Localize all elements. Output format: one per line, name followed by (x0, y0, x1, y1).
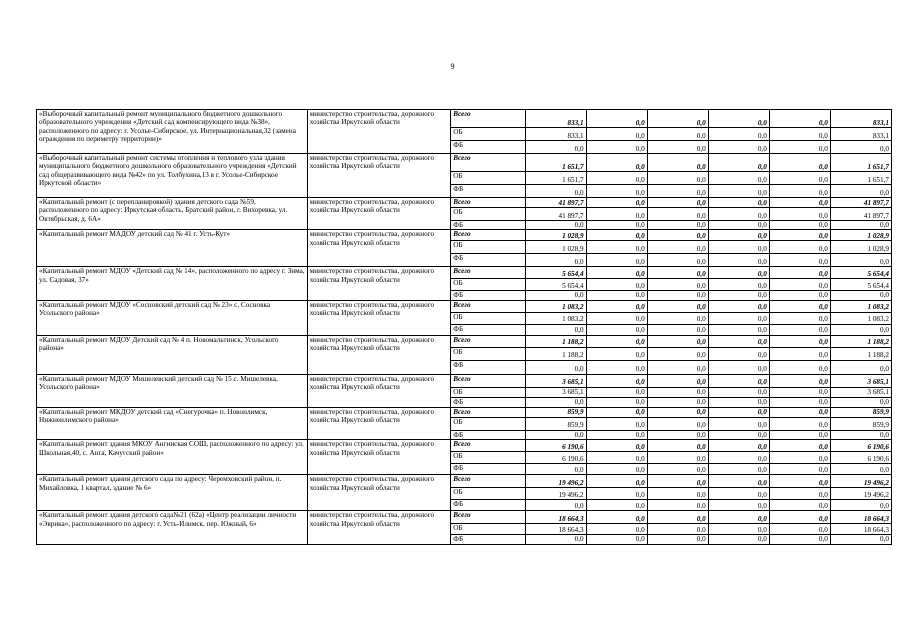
amount-cell: 0,0 (586, 524, 647, 535)
amount-cell: 0,0 (830, 185, 891, 198)
amount-cell: 0,0 (586, 407, 647, 417)
funding-source-cell: ОБ (451, 172, 525, 185)
amount-cell: 1 188,2 (830, 335, 891, 347)
amount-cell: 0,0 (708, 500, 769, 511)
amount-cell: 0,0 (647, 387, 708, 397)
amount-cell: 0,0 (586, 128, 647, 141)
funding-source-cell: ОБ (451, 524, 525, 535)
funding-source-cell: ОБ (451, 279, 525, 291)
amount-cell: 0,0 (769, 440, 830, 452)
funding-source-cell: ОБ (451, 452, 525, 464)
responsible-cell: министерство строительства, дорожного хозяйства Иркутской области (307, 335, 451, 374)
amount-cell: 0,0 (586, 535, 647, 544)
amount-cell: 0,0 (830, 397, 891, 407)
amount-cell: 0,0 (830, 141, 891, 154)
amount-cell: 5 654,4 (525, 279, 586, 291)
funding-source-cell: ФБ (451, 324, 525, 335)
object-name-cell: «Капитальный ремонт МКДОУ детский сад «Снегурочка» п. Новонлимск, Нижнеилимского района» (37, 407, 308, 439)
amount-cell: 0,0 (586, 208, 647, 221)
amount-cell: 0,0 (769, 185, 830, 198)
amount-cell: 1 188,2 (525, 347, 586, 360)
amount-cell: 0,0 (586, 154, 647, 172)
amount-cell: 0,0 (769, 524, 830, 535)
amount-cell: 0,0 (708, 324, 769, 335)
amount-cell: 3 685,1 (830, 387, 891, 397)
amount-cell: 0,0 (586, 335, 647, 347)
amount-cell: 0,0 (586, 279, 647, 291)
amount-cell: 19 496,2 (525, 475, 586, 488)
amount-cell: 0,0 (769, 198, 830, 208)
amount-cell: 0,0 (708, 141, 769, 154)
amount-cell: 0,0 (647, 279, 708, 291)
funding-source-cell: ФБ (451, 464, 525, 475)
amount-cell: 0,0 (586, 452, 647, 464)
amount-cell: 0,0 (769, 407, 830, 417)
amount-cell: 0,0 (769, 475, 830, 488)
amount-cell: 0,0 (586, 230, 647, 241)
object-name-cell: «Капитальный ремонт (с перепланировкой) здания детского сада №59, расположенного по адресу: Иркутская область, Братский район, г. Вихоревка, ул. Октябрьская, д. 6А» (37, 198, 308, 230)
amount-cell: 0,0 (647, 417, 708, 430)
amount-cell: 0,0 (525, 291, 586, 300)
table-row (37, 407, 892, 417)
amount-cell: 0,0 (586, 440, 647, 452)
funding-source-cell: Всего (451, 110, 525, 128)
amount-cell: 0,0 (769, 208, 830, 221)
amount-cell: 0,0 (708, 110, 769, 128)
amount-cell: 5 654,4 (830, 267, 891, 279)
amount-cell: 0,0 (708, 360, 769, 374)
amount-cell: 1 028,9 (525, 230, 586, 241)
amount-cell: 0,0 (647, 430, 708, 439)
amount-cell: 18 664,3 (525, 524, 586, 535)
amount-cell: 0,0 (586, 110, 647, 128)
table-row (37, 198, 892, 208)
amount-cell: 0,0 (525, 464, 586, 475)
funding-source-cell: ФБ (451, 535, 525, 544)
responsible-cell: министерство строительства, дорожного хозяйства Иркутской области (307, 230, 451, 267)
amount-cell: 0,0 (647, 208, 708, 221)
amount-cell: 0,0 (708, 300, 769, 312)
amount-cell: 0,0 (586, 387, 647, 397)
amount-cell: 0,0 (647, 198, 708, 208)
amount-cell: 0,0 (586, 464, 647, 475)
funding-source-cell: ФБ (451, 141, 525, 154)
amount-cell: 0,0 (830, 360, 891, 374)
amount-cell: 0,0 (586, 267, 647, 279)
amount-cell: 0,0 (647, 397, 708, 407)
amount-cell: 0,0 (708, 511, 769, 524)
amount-cell: 0,0 (647, 524, 708, 535)
object-name-cell: «Капитальный ремонт МАДОУ детский сад № 41 г. Усть-Кут» (37, 230, 308, 267)
amount-cell: 0,0 (769, 500, 830, 511)
amount-cell: 0,0 (647, 300, 708, 312)
amount-cell: 0,0 (708, 279, 769, 291)
funding-source-cell: ФБ (451, 500, 525, 511)
amount-cell: 0,0 (647, 324, 708, 335)
amount-cell: 0,0 (525, 185, 586, 198)
amount-cell: 0,0 (647, 500, 708, 511)
amount-cell: 0,0 (769, 452, 830, 464)
amount-cell: 0,0 (708, 387, 769, 397)
amount-cell: 0,0 (769, 254, 830, 267)
amount-cell: 0,0 (647, 535, 708, 544)
amount-cell: 0,0 (708, 440, 769, 452)
amount-cell: 0,0 (769, 279, 830, 291)
amount-cell: 0,0 (647, 475, 708, 488)
amount-cell: 41 897,7 (525, 198, 586, 208)
amount-cell: 0,0 (525, 397, 586, 407)
amount-cell: 0,0 (769, 128, 830, 141)
funding-source-cell: Всего (451, 440, 525, 452)
amount-cell: 0,0 (586, 185, 647, 198)
amount-cell: 0,0 (708, 241, 769, 254)
amount-cell: 1 188,2 (830, 347, 891, 360)
table-row (37, 374, 892, 387)
amount-cell: 0,0 (708, 185, 769, 198)
amount-cell: 3 685,1 (830, 374, 891, 387)
amount-cell: 0,0 (586, 417, 647, 430)
amount-cell: 1 028,9 (830, 241, 891, 254)
responsible-cell: министерство строительства, дорожного хозяйства Иркутской области (307, 511, 451, 544)
amount-cell: 0,0 (830, 221, 891, 230)
page-number: 9 (450, 62, 455, 71)
table-row (37, 440, 892, 452)
funding-source-cell: ФБ (451, 360, 525, 374)
amount-cell: 0,0 (769, 347, 830, 360)
amount-cell: 41 897,7 (830, 208, 891, 221)
amount-cell: 1 083,2 (525, 300, 586, 312)
amount-cell: 0,0 (708, 475, 769, 488)
amount-cell: 18 664,3 (830, 511, 891, 524)
responsible-cell: министерство строительства, дорожного хозяйства Иркутской области (307, 154, 451, 198)
funding-source-cell: ФБ (451, 254, 525, 267)
amount-cell: 18 664,3 (525, 511, 586, 524)
amount-cell: 0,0 (708, 172, 769, 185)
funding-source-cell: ОБ (451, 347, 525, 360)
amount-cell: 0,0 (647, 172, 708, 185)
amount-cell: 0,0 (769, 511, 830, 524)
funding-source-cell: Всего (451, 300, 525, 312)
amount-cell: 19 496,2 (830, 488, 891, 500)
amount-cell: 0,0 (708, 397, 769, 407)
responsible-cell: министерство строительства, дорожного хозяйства Иркутской области (307, 198, 451, 230)
amount-cell: 0,0 (769, 267, 830, 279)
amount-cell: 0,0 (647, 511, 708, 524)
object-name-cell: «Выборочный капитальный ремонт системы отопления и теплового узла здания муниципального бюджетного дошкольного образовательного учреждения «Детский сад общеразвивающего вида №42» по ул. Толбухина,13 в г. Усолье-Сибирское Иркутской области» (37, 154, 308, 198)
amount-cell: 833,1 (830, 128, 891, 141)
amount-cell: 0,0 (647, 230, 708, 241)
amount-cell: 1 651,7 (525, 172, 586, 185)
amount-cell: 0,0 (525, 430, 586, 439)
amount-cell: 3 685,1 (525, 387, 586, 397)
amount-cell: 0,0 (647, 291, 708, 300)
object-name-cell: «Капитальный ремонт МДОУ Мишелевский детский сад № 15 с. Мишелевка, Усольского района» (37, 374, 308, 407)
amount-cell: 0,0 (769, 300, 830, 312)
amount-cell: 859,9 (830, 407, 891, 417)
funding-source-cell: ОБ (451, 387, 525, 397)
amount-cell: 0,0 (586, 198, 647, 208)
amount-cell: 0,0 (830, 324, 891, 335)
amount-cell: 833,1 (525, 110, 586, 128)
object-name-cell: «Капитальный ремонт здания МКОУ Ангинская СОШ, расположенного по адресу: ул. Школьная,40, с. Анга, Качугский район» (37, 440, 308, 475)
amount-cell: 1 651,7 (525, 154, 586, 172)
amount-cell: 0,0 (525, 360, 586, 374)
amount-cell: 0,0 (769, 110, 830, 128)
amount-cell: 0,0 (586, 324, 647, 335)
amount-cell: 0,0 (708, 464, 769, 475)
amount-cell: 0,0 (708, 535, 769, 544)
funding-source-cell: Всего (451, 374, 525, 387)
amount-cell: 1 083,2 (830, 300, 891, 312)
amount-cell: 6 190,6 (525, 440, 586, 452)
responsible-cell: министерство строительства, дорожного хозяйства Иркутской области (307, 300, 451, 335)
amount-cell: 0,0 (769, 430, 830, 439)
amount-cell: 0,0 (647, 440, 708, 452)
amount-cell: 0,0 (708, 312, 769, 324)
funding-source-cell: ОБ (451, 241, 525, 254)
funding-source-cell: Всего (451, 475, 525, 488)
funding-source-cell: Всего (451, 230, 525, 241)
amount-cell: 0,0 (525, 500, 586, 511)
amount-cell: 0,0 (769, 535, 830, 544)
amount-cell: 19 496,2 (830, 475, 891, 488)
amount-cell: 0,0 (708, 291, 769, 300)
amount-cell: 0,0 (708, 154, 769, 172)
amount-cell: 0,0 (830, 535, 891, 544)
amount-cell: 0,0 (586, 475, 647, 488)
amount-cell: 1 083,2 (830, 312, 891, 324)
amount-cell: 0,0 (769, 154, 830, 172)
amount-cell: 41 897,7 (525, 208, 586, 221)
funding-source-cell: Всего (451, 511, 525, 524)
table-row (37, 110, 892, 128)
funding-source-cell: Всего (451, 154, 525, 172)
amount-cell: 0,0 (769, 241, 830, 254)
funding-source-cell: ФБ (451, 291, 525, 300)
amount-cell: 0,0 (525, 141, 586, 154)
amount-cell: 0,0 (647, 464, 708, 475)
amount-cell: 0,0 (708, 417, 769, 430)
amount-cell: 0,0 (769, 172, 830, 185)
amount-cell: 0,0 (769, 312, 830, 324)
amount-cell: 0,0 (830, 500, 891, 511)
table-row (37, 154, 892, 172)
amount-cell: 0,0 (708, 335, 769, 347)
amount-cell: 0,0 (830, 464, 891, 475)
amount-cell: 0,0 (647, 312, 708, 324)
amount-cell: 0,0 (769, 417, 830, 430)
amount-cell: 0,0 (769, 335, 830, 347)
amount-cell: 0,0 (647, 374, 708, 387)
amount-cell: 0,0 (586, 172, 647, 185)
amount-cell: 1 651,7 (830, 154, 891, 172)
amount-cell: 0,0 (647, 241, 708, 254)
amount-cell: 0,0 (586, 221, 647, 230)
amount-cell: 0,0 (586, 511, 647, 524)
amount-cell: 0,0 (647, 128, 708, 141)
object-name-cell: «Капитальный ремонт МДОУ «Детский сад № 14», расположенного по адресу г. Зима, ул. Садовая, 37» (37, 267, 308, 300)
funding-source-cell: ФБ (451, 221, 525, 230)
amount-cell: 0,0 (586, 300, 647, 312)
amount-cell: 0,0 (586, 488, 647, 500)
amount-cell: 0,0 (708, 488, 769, 500)
amount-cell: 0,0 (647, 154, 708, 172)
amount-cell: 0,0 (525, 221, 586, 230)
responsible-cell: министерство строительства, дорожного хозяйства Иркутской области (307, 440, 451, 475)
responsible-cell: министерство строительства, дорожного хозяйства Иркутской области (307, 475, 451, 511)
amount-cell: 0,0 (708, 524, 769, 535)
funding-source-cell: Всего (451, 335, 525, 347)
amount-cell: 0,0 (708, 374, 769, 387)
amount-cell: 0,0 (525, 535, 586, 544)
amount-cell: 0,0 (586, 141, 647, 154)
amount-cell: 0,0 (708, 128, 769, 141)
amount-cell: 0,0 (647, 488, 708, 500)
amount-cell: 1 028,9 (830, 230, 891, 241)
table-row (37, 335, 892, 347)
amount-cell: 0,0 (769, 141, 830, 154)
amount-cell: 5 654,4 (830, 279, 891, 291)
funding-source-cell: ОБ (451, 312, 525, 324)
amount-cell: 0,0 (769, 291, 830, 300)
amount-cell: 0,0 (830, 291, 891, 300)
amount-cell: 6 190,6 (830, 452, 891, 464)
amount-cell: 0,0 (769, 221, 830, 230)
amount-cell: 0,0 (708, 452, 769, 464)
funding-source-cell: ОБ (451, 417, 525, 430)
amount-cell: 859,9 (830, 417, 891, 430)
funding-source-cell: ФБ (451, 430, 525, 439)
amount-cell: 0,0 (647, 221, 708, 230)
budget-table (36, 109, 892, 545)
responsible-cell: министерство строительства, дорожного хозяйства Иркутской области (307, 374, 451, 407)
responsible-cell: министерство строительства, дорожного хозяйства Иркутской области (307, 407, 451, 439)
amount-cell: 0,0 (586, 241, 647, 254)
amount-cell: 0,0 (647, 347, 708, 360)
amount-cell: 6 190,6 (830, 440, 891, 452)
table-row (37, 511, 892, 524)
amount-cell: 0,0 (586, 360, 647, 374)
amount-cell: 859,9 (525, 417, 586, 430)
amount-cell: 0,0 (769, 230, 830, 241)
amount-cell: 5 654,4 (525, 267, 586, 279)
amount-cell: 0,0 (586, 347, 647, 360)
amount-cell: 833,1 (830, 110, 891, 128)
funding-source-cell: ФБ (451, 397, 525, 407)
amount-cell: 0,0 (647, 141, 708, 154)
table-row (37, 230, 892, 241)
amount-cell: 0,0 (769, 488, 830, 500)
amount-cell: 0,0 (708, 230, 769, 241)
object-name-cell: «Капитальный ремонт МДОУ «Сосновский детский сад № 23» с. Сосновка Усольского района» (37, 300, 308, 335)
table-row (37, 267, 892, 279)
amount-cell: 0,0 (647, 254, 708, 267)
funding-source-cell: Всего (451, 407, 525, 417)
amount-cell: 0,0 (525, 254, 586, 267)
amount-cell: 0,0 (586, 291, 647, 300)
funding-source-cell: ФБ (451, 185, 525, 198)
budget-table-body (37, 110, 892, 545)
amount-cell: 0,0 (647, 335, 708, 347)
object-name-cell: «Капитальный ремонт здания детского сада№21 (62а) «Центр реализации личности «Эврика», расположенного по адресу: г. Усть-Илимск, пер. Южный, 6» (37, 511, 308, 544)
amount-cell: 0,0 (708, 407, 769, 417)
amount-cell: 1 083,2 (525, 312, 586, 324)
amount-cell: 0,0 (769, 374, 830, 387)
amount-cell: 0,0 (647, 452, 708, 464)
amount-cell: 0,0 (708, 430, 769, 439)
amount-cell: 0,0 (830, 430, 891, 439)
amount-cell: 1 028,9 (525, 241, 586, 254)
amount-cell: 0,0 (708, 198, 769, 208)
amount-cell: 0,0 (586, 397, 647, 407)
amount-cell: 0,0 (769, 464, 830, 475)
funding-source-cell: ОБ (451, 128, 525, 141)
amount-cell: 41 897,7 (830, 198, 891, 208)
amount-cell: 6 190,6 (525, 452, 586, 464)
amount-cell: 0,0 (647, 360, 708, 374)
amount-cell: 1 188,2 (525, 335, 586, 347)
object-name-cell: «Капитальный ремонт МДОУ Детский сад № 4 п. Новомальтинск, Усольского района» (37, 335, 308, 374)
amount-cell: 1 651,7 (830, 172, 891, 185)
amount-cell: 0,0 (708, 208, 769, 221)
amount-cell: 19 496,2 (525, 488, 586, 500)
amount-cell: 0,0 (769, 324, 830, 335)
amount-cell: 833,1 (525, 128, 586, 141)
amount-cell: 0,0 (769, 387, 830, 397)
amount-cell: 0,0 (830, 254, 891, 267)
amount-cell: 0,0 (647, 407, 708, 417)
amount-cell: 18 664,3 (830, 524, 891, 535)
responsible-cell: министерство строительства, дорожного хозяйства Иркутской области (307, 110, 451, 154)
amount-cell: 0,0 (586, 500, 647, 511)
amount-cell: 0,0 (586, 312, 647, 324)
amount-cell: 0,0 (647, 185, 708, 198)
amount-cell: 0,0 (525, 324, 586, 335)
amount-cell: 0,0 (586, 374, 647, 387)
amount-cell: 0,0 (647, 110, 708, 128)
amount-cell: 3 685,1 (525, 374, 586, 387)
amount-cell: 0,0 (708, 347, 769, 360)
funding-source-cell: ОБ (451, 488, 525, 500)
funding-source-cell: Всего (451, 198, 525, 208)
amount-cell: 0,0 (769, 397, 830, 407)
object-name-cell: «Выборочный капитальный ремонт муниципального бюджетного дошкольного образовательного учреждения «Детский сад компенсирующего вида №38», расположенного по адресу: г. Усолье-Сибирское, ул. Интернациональная,32 (замена ограждения по периметру территории)» (37, 110, 308, 154)
object-name-cell: «Капитальный ремонт здания детского сада по адресу: Черемховский район, п. Михайловка, 1 квартал, здание № 6» (37, 475, 308, 511)
amount-cell: 0,0 (769, 360, 830, 374)
amount-cell: 0,0 (708, 254, 769, 267)
amount-cell: 0,0 (647, 267, 708, 279)
amount-cell: 0,0 (708, 267, 769, 279)
amount-cell: 0,0 (586, 430, 647, 439)
amount-cell: 0,0 (586, 254, 647, 267)
table-row (37, 300, 892, 312)
funding-source-cell: Всего (451, 267, 525, 279)
table-row (37, 475, 892, 488)
responsible-cell: министерство строительства, дорожного хозяйства Иркутской области (307, 267, 451, 300)
amount-cell: 0,0 (708, 221, 769, 230)
amount-cell: 859,9 (525, 407, 586, 417)
funding-source-cell: ОБ (451, 208, 525, 221)
